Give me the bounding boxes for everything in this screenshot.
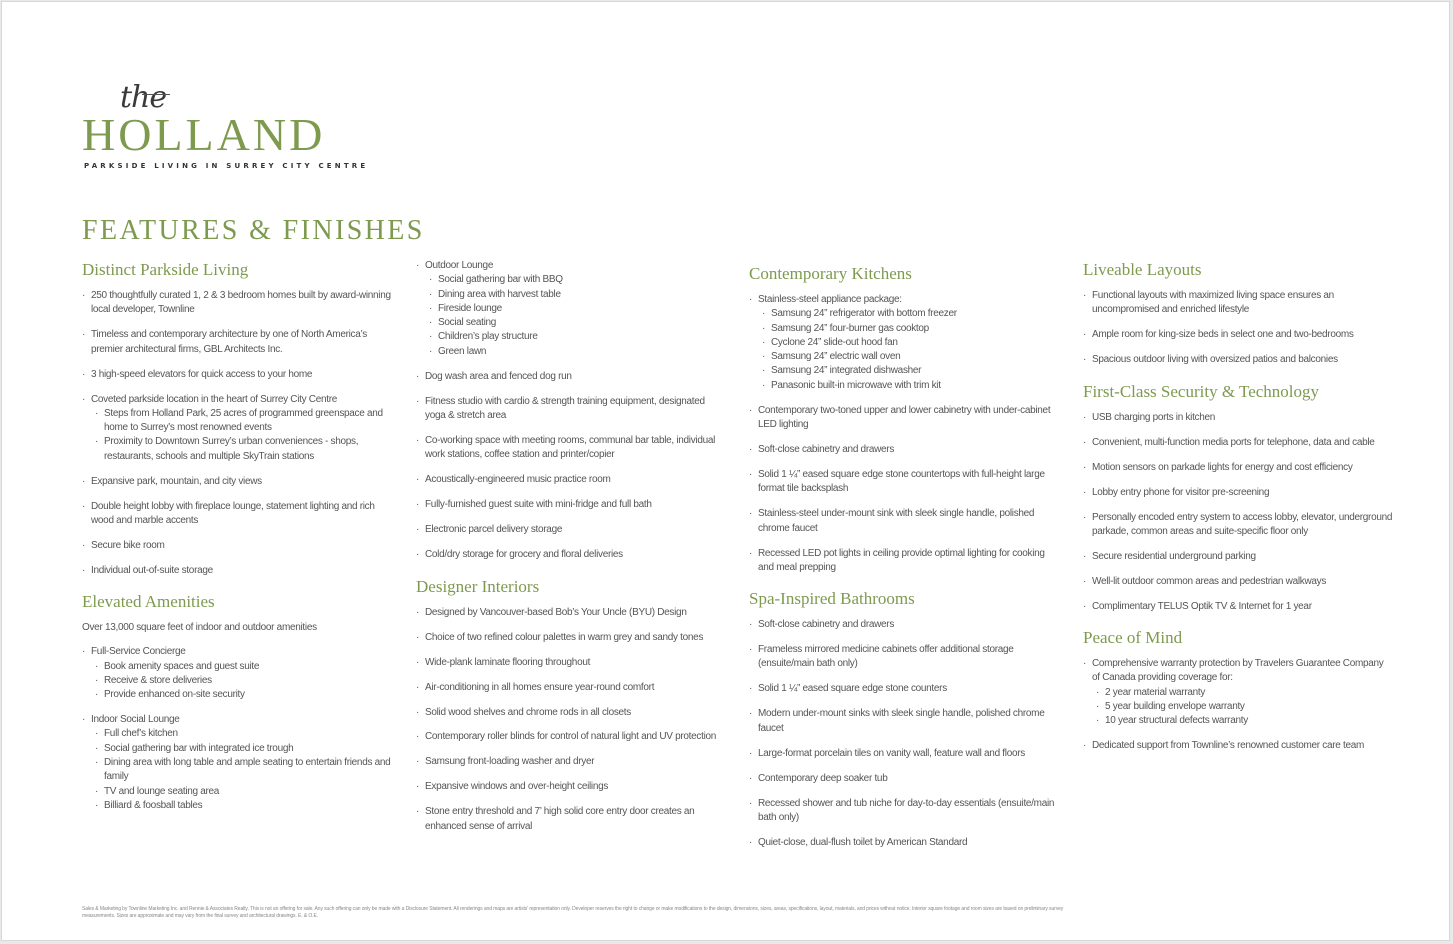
feature-list — [1083, 411, 1393, 614]
feature-item — [82, 393, 392, 464]
feature-item-text: Expansive windows and over-height ceilings — [425, 781, 609, 793]
feature-item-text: Dedicated support from Townline’s renowned customer care team — [1092, 740, 1365, 752]
feature-item — [749, 618, 1059, 632]
feature-section — [749, 588, 1059, 850]
logo-wordmark: HOLLAND — [82, 109, 326, 160]
feature-item-text: Full-Service Concierge — [91, 646, 186, 658]
feature-list — [749, 293, 1059, 575]
feature-subitem: · Book amenity spaces and guest suite — [91, 660, 392, 674]
feature-item-text: Stone entry threshold and 7’ high solid core entry door creates an enhanced sense of arrival — [425, 806, 695, 832]
section-title: Designer Interiors — [416, 576, 540, 596]
feature-item — [416, 706, 726, 720]
feature-subitem: · Proximity to Downtown Surrey’s urban conveniences - shops, restaurants, schools and multiple SkyTrain stations — [91, 435, 392, 464]
legal-disclaimer: Sales & Marketing by Townline Marketing Inc. and Rennie & Associates Realty. This is not an offering for sale. Any such offering can only be made with a Disclosure Statement. All renderings and maps are artists' representation only. Developer reserves the right to change or make modifications to the design, dimensions, sizes, areas, specifications, layout, materials, and prices without notice. Interior square footage and room sizes are based on preliminary survey measurements. Sizes are approximate and may vary from the final survey and architectural drawings. E. & O.E. — [82, 906, 1064, 919]
feature-item — [416, 681, 726, 695]
feature-item — [1083, 600, 1393, 614]
feature-subitem: · Fireside lounge — [425, 302, 726, 316]
feature-subitem: · Children’s play structure — [425, 330, 726, 344]
feature-item-text: Fully-furnished guest suite with mini-fridge and full bath — [425, 499, 652, 511]
feature-list — [416, 606, 726, 834]
feature-item — [416, 656, 726, 670]
section-title: Elevated Amenities — [82, 592, 215, 612]
feature-item-text: 3 high-speed elevators for quick access to your home — [91, 368, 313, 380]
section-title: Peace of Mind — [1083, 628, 1183, 648]
feature-list — [1083, 657, 1393, 753]
feature-item-text: Lobby entry phone for visitor pre-screening — [1092, 486, 1270, 498]
feature-item — [749, 468, 1059, 497]
feature-item-text: Comprehensive warranty protection by Travelers Guarantee Company of Canada providing coverage for: — [1092, 658, 1384, 684]
feature-item — [82, 564, 392, 578]
feature-item — [1083, 486, 1393, 500]
feature-subitem: · Provide enhanced on-site security — [91, 688, 392, 702]
feature-item — [749, 772, 1059, 786]
feature-item — [82, 500, 392, 529]
feature-item — [416, 631, 726, 645]
feature-item-text: Timeless and contemporary architecture by one of North America’s premier architectural firms, GBL Architects Inc. — [91, 329, 367, 355]
feature-sublist — [91, 407, 392, 464]
feature-item-text: Well-lit outdoor common areas and pedestrian walkways — [1092, 575, 1327, 587]
feature-item — [749, 507, 1059, 536]
feature-item-text: Acoustically-engineered music practice room — [425, 474, 611, 486]
feature-item — [1083, 461, 1393, 475]
feature-item-text: Motion sensors on parkade lights for energy and cost efficiency — [1092, 461, 1353, 473]
feature-item — [749, 443, 1059, 457]
feature-item — [749, 747, 1059, 761]
feature-subitem: · 5 year building envelope warranty — [1092, 700, 1393, 714]
logo-tagline: PARKSIDE LIVING IN SURREY CITY CENTRE — [84, 162, 369, 170]
feature-item — [82, 713, 392, 813]
feature-item — [1083, 353, 1393, 367]
feature-item-text: Stainless-steel appliance package: — [758, 294, 902, 305]
feature-item-text: Expansive park, mountain, and city views — [91, 475, 262, 487]
feature-subitem: · Cyclone 24” slide-out hood fan — [758, 336, 1059, 350]
feature-section — [82, 259, 392, 578]
feature-item-text: Contemporary roller blinds for control of natural light and UV protection — [425, 731, 717, 743]
section-title: Contemporary Kitchens — [749, 264, 912, 283]
feature-subitem: · Billiard & foosball tables — [91, 799, 392, 813]
feature-item — [416, 473, 726, 487]
feature-item — [416, 259, 726, 359]
feature-item-text: Designed by Vancouver-based Bob’s Your Uncle (BYU) Design — [425, 606, 687, 618]
section-title: Distinct Parkside Living — [82, 260, 249, 279]
feature-item-text: Air-conditioning in all homes ensure year-round comfort — [425, 681, 655, 693]
feature-sublist — [758, 307, 1059, 393]
column-1 — [82, 259, 392, 826]
feature-subitem: · Receive & store deliveries — [91, 674, 392, 688]
feature-item — [416, 370, 726, 384]
feature-subitem: · Steps from Holland Park, 25 acres of programmed greenspace and home to Surrey’s most renowned events — [91, 407, 392, 436]
feature-item — [416, 606, 726, 620]
feature-section — [416, 259, 726, 563]
holland-logo — [82, 80, 369, 174]
column-3 — [749, 263, 1059, 863]
feature-sublist — [425, 273, 726, 359]
logo-stroke — [142, 94, 170, 95]
feature-item-text: Coveted parkside location in the heart of Surrey City Centre — [91, 393, 338, 405]
feature-item-text: Double height lobby with fireplace lounge, statement lighting and rich wood and marble accents — [91, 500, 375, 526]
feature-item-text: Ample room for king-size beds in select one and two-bedrooms — [1092, 329, 1354, 341]
feature-item-text: Modern under-mount sinks with sleek single handle, polished chrome faucet — [758, 708, 1045, 734]
feature-section — [1083, 259, 1393, 368]
feature-item-text: Recessed LED pot lights in ceiling provide optimal lighting for cooking and meal prepping — [758, 547, 1045, 573]
feature-item-text: USB charging ports in kitchen — [1092, 411, 1216, 423]
feature-item-text: 250 thoughtfully curated 1, 2 & 3 bedroom homes built by award-winning local developer, Townline — [91, 290, 391, 316]
feature-item-text: Cold/dry storage for grocery and floral deliveries — [425, 549, 623, 561]
feature-subitem: · Samsung 24” electric wall oven — [758, 350, 1059, 364]
brochure-page — [1, 1, 1450, 941]
feature-sublist — [91, 660, 392, 703]
feature-subitem: · 2 year material warranty — [1092, 686, 1393, 700]
column-4 — [1083, 259, 1393, 767]
feature-item-text: Solid wood shelves and chrome rods in all closets — [425, 706, 631, 718]
feature-sublist — [1092, 686, 1393, 729]
feature-item-text: Large-format porcelain tiles on vanity wall, feature wall and floors — [758, 747, 1025, 759]
feature-subitem: · Green lawn — [425, 345, 726, 359]
feature-subitem: · 10 year structural defects warranty — [1092, 714, 1393, 728]
feature-item — [1083, 328, 1393, 342]
feature-subitem: · Full chef’s kitchen — [91, 727, 392, 741]
feature-item — [416, 548, 726, 562]
feature-item — [82, 289, 392, 318]
feature-item — [1083, 511, 1393, 540]
feature-subitem: · Panasonic built-in microwave with trim kit — [758, 379, 1059, 393]
feature-list — [82, 645, 392, 813]
feature-item — [749, 404, 1059, 433]
feature-item-text: Soft-close cabinetry and drawers — [758, 619, 895, 631]
feature-subitem: · TV and lounge seating area — [91, 785, 392, 799]
feature-subitem: · Social seating — [425, 316, 726, 330]
feature-item — [749, 293, 1059, 393]
feature-list — [1083, 289, 1393, 368]
feature-item-text: Dog wash area and fenced dog run — [425, 370, 572, 382]
section-intro: Over 13,000 square feet of indoor and outdoor amenities — [82, 622, 317, 634]
feature-item-text: Individual out-of-suite storage — [91, 564, 213, 576]
feature-item-text: Stainless-steel under-mount sink with sleek single handle, polished chrome faucet — [758, 508, 1035, 534]
feature-item — [1083, 657, 1393, 728]
feature-item-text: Wide-plank laminate flooring throughout — [425, 656, 591, 668]
feature-item — [749, 682, 1059, 696]
feature-item-text: Functional layouts with maximized living space ensures an uncompromised and enriched lifestyle — [1092, 290, 1334, 316]
feature-item — [82, 539, 392, 553]
feature-item — [749, 797, 1059, 826]
feature-item — [416, 755, 726, 769]
feature-item-text: Spacious outdoor living with oversized patios and balconies — [1092, 354, 1338, 366]
feature-item — [416, 730, 726, 744]
feature-sublist — [91, 727, 392, 813]
feature-item-text: Choice of two refined colour palettes in warm grey and sandy tones — [425, 631, 704, 643]
feature-item-text: Secure residential underground parking — [1092, 550, 1256, 562]
feature-subitem: · Samsung 24” integrated dishwasher — [758, 364, 1059, 378]
feature-item — [416, 395, 726, 424]
section-title: First-Class Security & Technology — [1083, 381, 1320, 401]
feature-item-text: Quiet-close, dual-flush toilet by American Standard — [758, 836, 968, 848]
feature-item — [1083, 575, 1393, 589]
feature-subitem: · Samsung 24” refrigerator with bottom freezer — [758, 307, 1059, 321]
feature-item-text: Frameless mirrored medicine cabinets offer additional storage (ensuite/main bath only) — [758, 644, 1014, 670]
feature-item — [82, 368, 392, 382]
feature-item-text: Soft-close cabinetry and drawers — [758, 444, 895, 456]
feature-section — [1083, 627, 1393, 753]
feature-item — [416, 434, 726, 463]
feature-item — [1083, 436, 1393, 450]
feature-list — [82, 289, 392, 578]
column-2 — [416, 259, 726, 847]
feature-subitem: · Samsung 24” four-burner gas cooktop — [758, 322, 1059, 336]
feature-item — [82, 475, 392, 489]
feature-item — [82, 645, 392, 702]
feature-subitem: · Dining area with harvest table — [425, 288, 726, 302]
feature-item-text: Complimentary TELUS Optik TV & Internet for 1 year — [1092, 600, 1312, 612]
feature-item — [749, 643, 1059, 672]
feature-list — [416, 259, 726, 563]
feature-item — [1083, 411, 1393, 425]
feature-section — [1083, 381, 1393, 614]
feature-item-text: Co-working space with meeting rooms, communal bar table, individual work stations, coffee station and printer/copier — [425, 435, 716, 461]
feature-item — [1083, 739, 1393, 753]
section-title: Spa-Inspired Bathrooms — [749, 589, 915, 609]
feature-section — [416, 576, 726, 834]
feature-item-text: Solid 1 ¼” eased square edge stone countertops with full-height large format tile backsplash — [758, 469, 1045, 495]
feature-item-text: Convenient, multi-function media ports for telephone, data and cable — [1092, 436, 1375, 448]
feature-section — [749, 263, 1059, 575]
feature-item — [416, 805, 726, 834]
feature-item-text: Contemporary two-toned upper and lower cabinetry with under-cabinet LED lighting — [758, 404, 1051, 431]
feature-subitem: · Social gathering bar with BBQ — [425, 273, 726, 287]
feature-item-text: Contemporary deep soaker tub — [758, 772, 888, 784]
feature-item — [749, 836, 1059, 850]
feature-item-text: Recessed shower and tub niche for day-to-day essentials (ensuite/main bath only) — [758, 797, 1055, 823]
feature-item-text: Personally encoded entry system to access lobby, elevator, underground parkade, common areas and suite-specific floor only — [1092, 511, 1393, 537]
feature-item — [416, 498, 726, 512]
feature-subitem: · Social gathering bar with integrated ice trough — [91, 742, 392, 756]
logo-script-the: the — [120, 80, 167, 115]
feature-item-text: Solid 1 ¼” eased square edge stone counters — [758, 683, 947, 695]
feature-item — [416, 780, 726, 794]
feature-item — [749, 547, 1059, 576]
feature-item-text: Fitness studio with cardio & strength training equipment, designated yoga & stretch area — [425, 395, 705, 422]
feature-list — [749, 618, 1059, 850]
feature-section — [82, 591, 392, 813]
feature-item-text: Outdoor Lounge — [425, 260, 494, 271]
feature-item — [416, 523, 726, 537]
section-title: Liveable Layouts — [1083, 260, 1202, 279]
feature-item-text: Samsung front-loading washer and dryer — [425, 756, 595, 768]
feature-item-text: Secure bike room — [91, 539, 165, 551]
feature-subitem: · Dining area with long table and ample seating to entertain friends and family — [91, 756, 392, 785]
feature-item-text: Electronic parcel delivery storage — [425, 524, 563, 536]
feature-item — [82, 328, 392, 357]
feature-item-text: Indoor Social Lounge — [91, 714, 180, 726]
page-title: FEATURES & FINISHES — [82, 215, 425, 246]
feature-item — [1083, 289, 1393, 318]
feature-item — [1083, 550, 1393, 564]
feature-item — [749, 707, 1059, 736]
